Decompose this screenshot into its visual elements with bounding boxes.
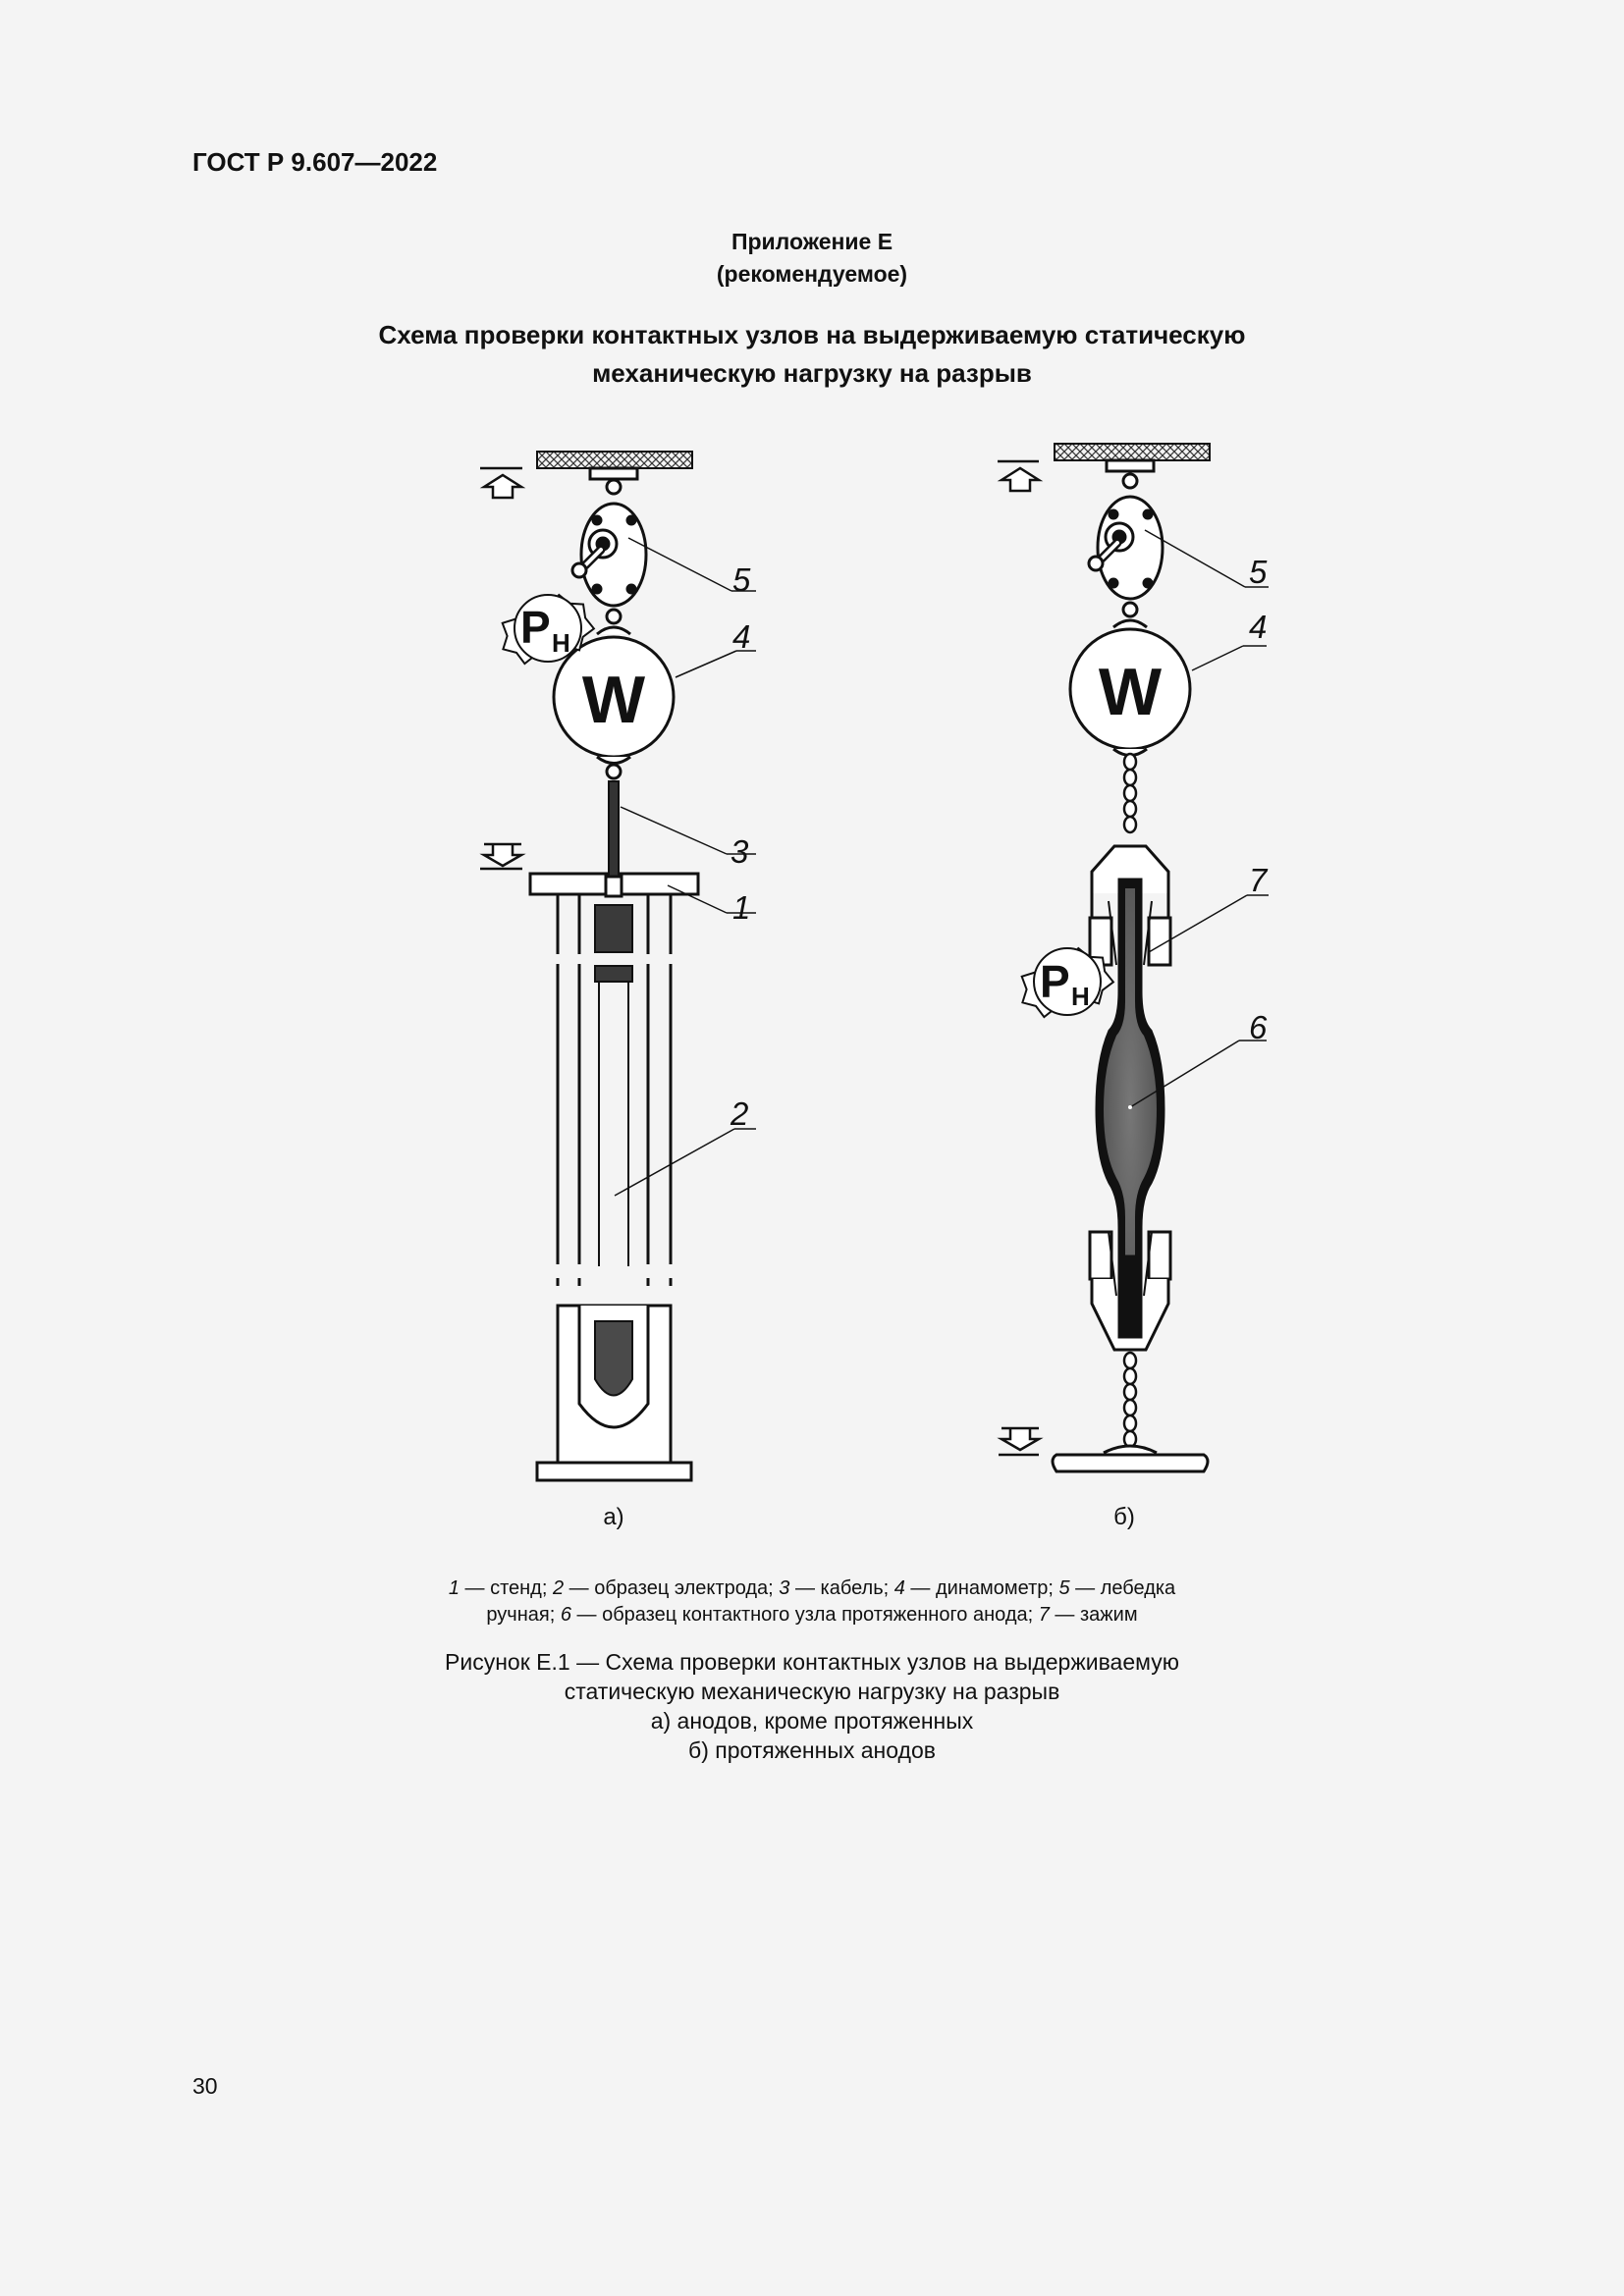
legend-text: — зажим	[1049, 1604, 1138, 1626]
sub-label-b: б)	[1113, 1504, 1135, 1530]
dynamometer-label-a: W	[581, 663, 646, 737]
document-header: ГОСТ Р 9.607—2022	[192, 147, 438, 177]
callout-4-b: 4	[1249, 609, 1268, 645]
ceiling-b	[1055, 444, 1210, 460]
caption-line-2: статическую механическую нагрузку на разрыв	[564, 1679, 1060, 1704]
appendix-label: Приложение Е	[731, 229, 893, 254]
caption-line-4: б) протяженных анодов	[688, 1737, 936, 1763]
legend-line-2	[0, 1602, 1624, 1629]
callout-7-b: 7	[1249, 862, 1268, 898]
legend-text: ручная;	[486, 1604, 561, 1626]
caption-line-1: Рисунок Е.1 — Схема проверки контактных узлов на выдерживаемую	[445, 1649, 1179, 1675]
figure-caption	[0, 1647, 1624, 1765]
dynamometer-label-b: W	[1098, 655, 1163, 729]
callout-1-a: 1	[732, 889, 751, 926]
legend-text: — лебедка	[1069, 1577, 1176, 1599]
chain	[1124, 1353, 1136, 1447]
load-subscript-a: Н	[552, 628, 570, 658]
cable	[609, 781, 619, 880]
appendix-status: (рекомендуемое)	[716, 261, 908, 287]
caption-line-3: а) анодов, кроме протяженных	[650, 1708, 974, 1734]
callout-6-b: 6	[1249, 1009, 1268, 1045]
legend-num: 4	[893, 1577, 905, 1599]
arrow-up-icon	[480, 468, 522, 498]
callout-5-a: 5	[732, 561, 751, 598]
title-line-2: механическую нагрузку на разрыв	[592, 358, 1032, 388]
sub-label-a: а)	[603, 1504, 624, 1530]
arrow-down-icon	[999, 1428, 1039, 1455]
callout-3-a: 3	[731, 833, 749, 870]
load-symbol-a: P	[520, 602, 551, 653]
arrow-up-icon	[998, 461, 1039, 491]
legend-num: 2	[552, 1577, 565, 1599]
figure-b	[998, 444, 1269, 1471]
load-symbol-b: P	[1040, 956, 1070, 1007]
legend-line-1	[0, 1575, 1624, 1602]
chain	[1124, 754, 1136, 832]
legend-text: — динамометр;	[904, 1577, 1059, 1599]
title-line-1: Схема проверки контактных узлов на выдерживаемую статическую	[378, 320, 1246, 349]
callout-5-b: 5	[1249, 554, 1268, 590]
page-number: 30	[192, 2073, 218, 2099]
legend-num: 6	[560, 1604, 571, 1626]
ceiling-a	[537, 452, 692, 468]
winch-icon	[572, 504, 646, 606]
legend-text: — кабель;	[789, 1577, 894, 1599]
legend-num: 7	[1038, 1604, 1050, 1626]
legend-num: 5	[1058, 1577, 1070, 1599]
winch-icon	[1089, 497, 1163, 599]
legend-num: 3	[779, 1577, 790, 1599]
load-subscript-b: Н	[1071, 982, 1090, 1011]
legend-text: — образец контактного узла протяженного анода;	[570, 1604, 1039, 1626]
figure-legend	[0, 1575, 1624, 1629]
arrow-down-icon	[480, 844, 522, 869]
legend-text: — стенд;	[459, 1577, 553, 1599]
callout-2-a: 2	[731, 1095, 749, 1132]
electrode-specimen	[595, 905, 632, 1396]
base-plate	[1053, 1455, 1208, 1471]
callout-4-a: 4	[732, 618, 751, 655]
legend-num: 1	[448, 1577, 460, 1599]
legend-text: — образец электрода;	[564, 1577, 780, 1599]
base-hook	[1104, 1446, 1157, 1453]
